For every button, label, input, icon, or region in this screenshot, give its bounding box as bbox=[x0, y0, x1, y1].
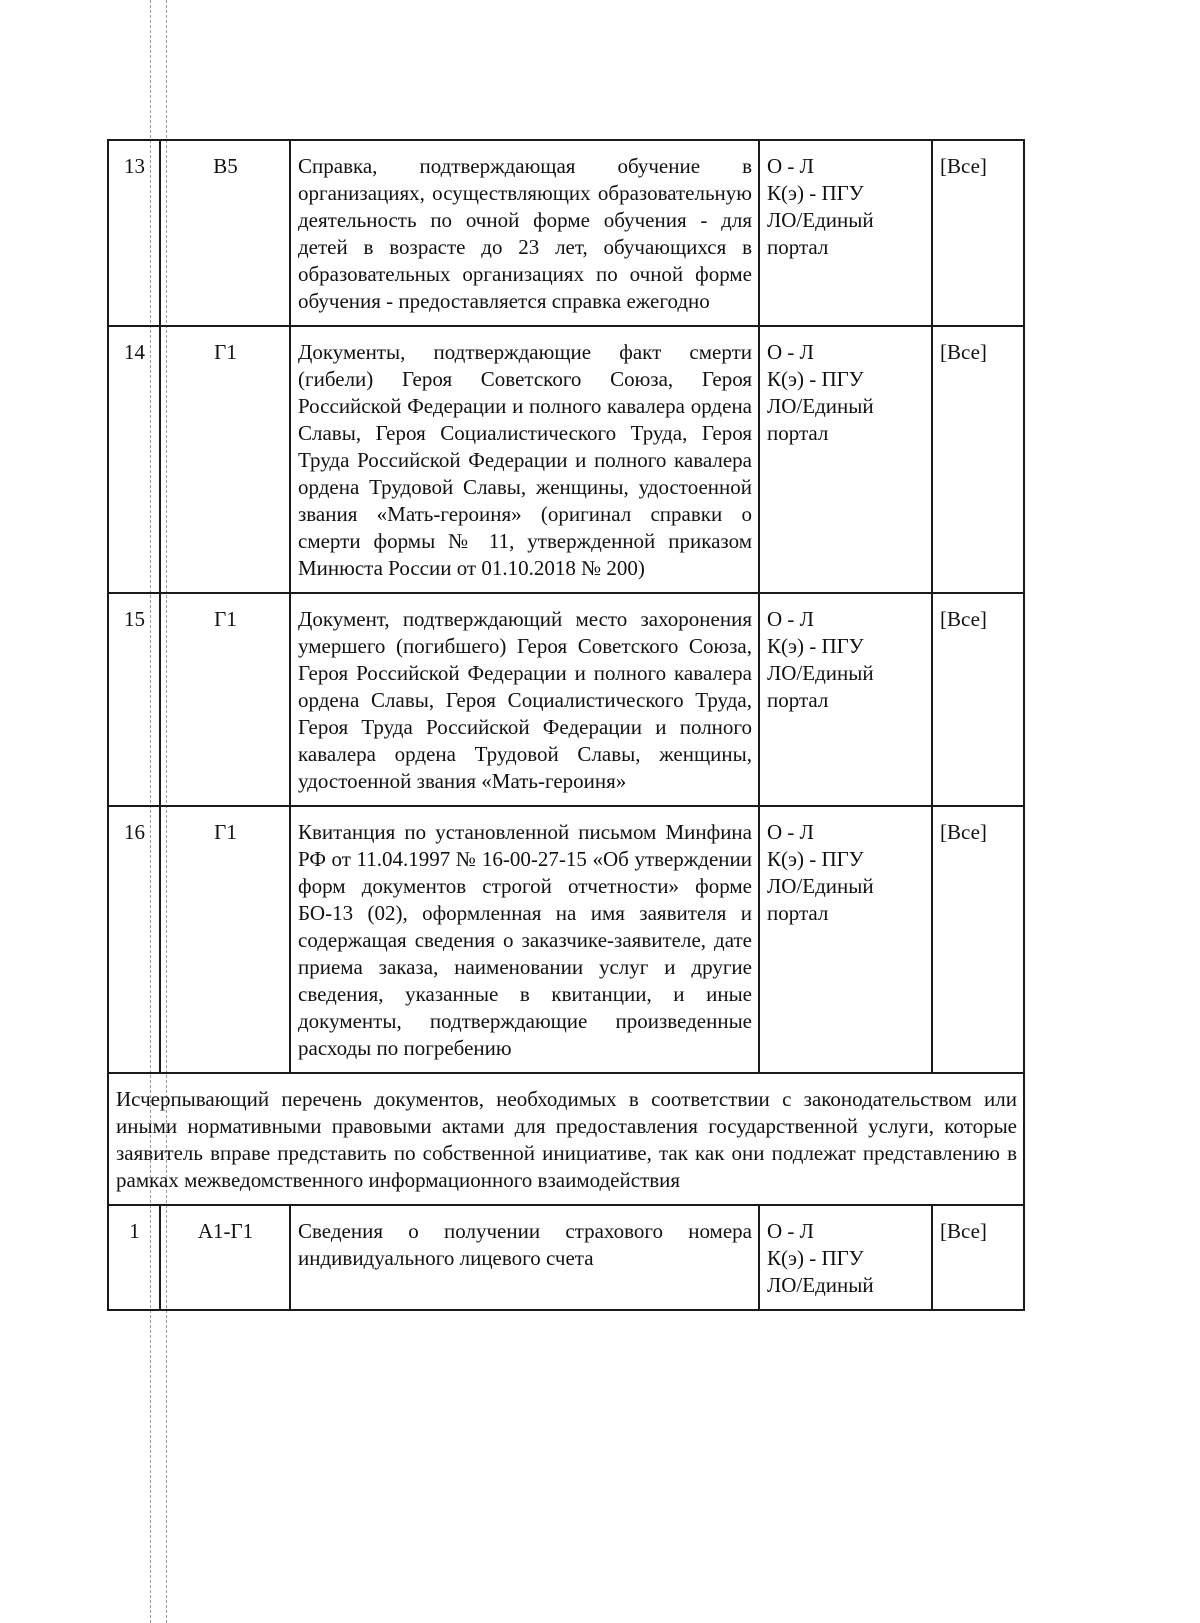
table-row bbox=[108, 140, 1024, 326]
submission-method bbox=[759, 1205, 932, 1310]
document-description: Квитанция по установленной письмом Минфина РФ от 11.04.1997 № 16-00-27-15 «Об утверждении форм документов строгой отчетности» форме БО-13 (02), оформленная на имя заявителя и содержащая сведения о заказчике-заявителе, дате приема заказа, наименовании услуг и другие сведения, указанные в квитанции, и иные документы, подтверждающие произведенные расходы по погребению bbox=[290, 806, 759, 1073]
applicant-category: [Все] bbox=[932, 1205, 1024, 1310]
method-line: К(э) - ПГУ bbox=[767, 634, 864, 658]
section-heading-row bbox=[108, 1073, 1024, 1205]
method-line: О - Л bbox=[767, 340, 814, 364]
applicant-category: [Все] bbox=[932, 593, 1024, 806]
document-description: Документы, подтверждающие факт смерти (гибели) Героя Советского Союза, Героя Российской Федерации и полного кавалера ордена Славы, Героя Социалистического Труда, Героя Труда Российской Федерации и полного кавалера ордена Трудовой Славы, женщины, удостоенной звания «Мать-героиня» (оригинал справки о смерти формы № 11, утвержденной приказом Минюста России от 01.10.2018 № 200) bbox=[290, 326, 759, 593]
method-line: ЛО/Единый bbox=[767, 208, 874, 232]
row-number: 1 bbox=[108, 1205, 160, 1310]
table-row bbox=[108, 1205, 1024, 1310]
document-description: Справка, подтверждающая обучение в организациях, осуществляющих образовательную деятельность по очной форме обучения - для детей в возрасте до 23 лет, обучающихся в образовательных организациях по очной форме обучения - предоставляется справка ежегодно bbox=[290, 140, 759, 326]
method-line: портал bbox=[767, 688, 829, 712]
row-number: 14 bbox=[108, 326, 160, 593]
method-line: К(э) - ПГУ bbox=[767, 1246, 864, 1270]
table-row bbox=[108, 326, 1024, 593]
applicant-category: [Все] bbox=[932, 806, 1024, 1073]
method-line: ЛО/Единый bbox=[767, 874, 874, 898]
document-code: Г1 bbox=[160, 806, 290, 1073]
submission-method bbox=[759, 140, 932, 326]
applicant-category: [Все] bbox=[932, 140, 1024, 326]
method-line: К(э) - ПГУ bbox=[767, 181, 864, 205]
documents-table bbox=[107, 139, 1025, 1311]
method-line: ЛО/Единый bbox=[767, 394, 874, 418]
method-line: портал bbox=[767, 901, 829, 925]
method-line: К(э) - ПГУ bbox=[767, 847, 864, 871]
row-number: 16 bbox=[108, 806, 160, 1073]
table-row bbox=[108, 593, 1024, 806]
applicant-category: [Все] bbox=[932, 326, 1024, 593]
row-number: 15 bbox=[108, 593, 160, 806]
method-line: О - Л bbox=[767, 820, 814, 844]
method-line: портал bbox=[767, 421, 829, 445]
submission-method bbox=[759, 326, 932, 593]
table-row bbox=[108, 806, 1024, 1073]
method-line: О - Л bbox=[767, 154, 814, 178]
document-code: Г1 bbox=[160, 593, 290, 806]
submission-method bbox=[759, 806, 932, 1073]
method-line: К(э) - ПГУ bbox=[767, 367, 864, 391]
method-line: О - Л bbox=[767, 1219, 814, 1243]
document-code: А1-Г1 bbox=[160, 1205, 290, 1310]
method-line: ЛО/Единый bbox=[767, 1273, 874, 1297]
row-number: 13 bbox=[108, 140, 160, 326]
document-description: Документ, подтверждающий место захоронения умершего (погибшего) Героя Советского Союза, Героя Российской Федерации и полного кавалера ордена Славы, Героя Социалистического Труда, Героя Труда Российской Федерации и полного кавалера ордена Трудовой Славы, женщины, удостоенной звания «Мать-героиня» bbox=[290, 593, 759, 806]
method-line: портал bbox=[767, 235, 829, 259]
section-heading: Исчерпывающий перечень документов, необходимых в соответствии с законодательством или иными нормативными правовыми актами для предоставления государственной услуги, которые заявитель вправе представить по собственной инициативе, так как они подлежат представлению в рамках межведомственного информационного взаимодействия bbox=[108, 1073, 1024, 1205]
document-code: В5 bbox=[160, 140, 290, 326]
method-line: ЛО/Единый bbox=[767, 661, 874, 685]
method-line: О - Л bbox=[767, 607, 814, 631]
document-code: Г1 bbox=[160, 326, 290, 593]
document-description: Сведения о получении страхового номера индивидуального лицевого счета bbox=[290, 1205, 759, 1310]
submission-method bbox=[759, 593, 932, 806]
